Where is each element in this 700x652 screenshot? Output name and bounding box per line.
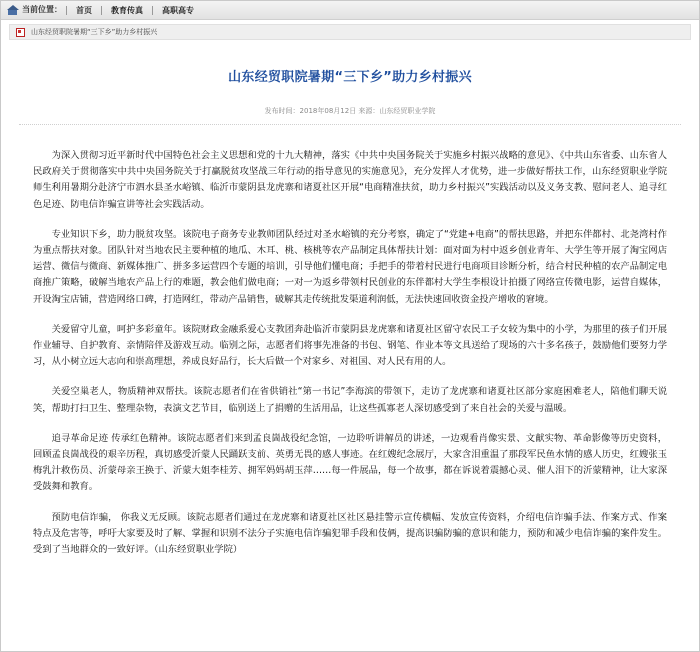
article-paragraph: 专业知识下乡，助力脱贫攻坚。该院电子商务专业教师团队经过对圣水峪镇的充分考察，确定了“党建+电商”的帮扶思路，并把东伴都村、北尧湾村作为重点帮扶对象。团队针对当地农民主要种植的地瓜、木耳、桃、核桃等农产品制定具体帮扶计划：面对面为村中返乡创业青年、大学生等开展了淘宝网店运营、微信与微商、新媒体推广、拼多多运营四个专题的培训，引导他们懂电商；手把手的带着村民进行电商项目诊断分析，结合村民种植的农产品制定电商推广策略，破解当地农产品上行的难题，教会他们做电商；一对一为返乡带领村民创业的东伴都村大学生李根设计拍摄了网络宣传微电影，运营自媒体，开设淘宝店铺，营造网络口碑，打造网红，带动产品销售，破解其走传统批发渠道利润低，无法快速回收资金投产增收的窘境。 <box>33 228 667 305</box>
article-paragraph: 预防电信诈骗， 你我义无反顾。该院志愿者们通过在龙虎寨和诸夏社区社区悬挂警示宣传横幅、发放宣传资料，介绍电信诈骗手法、作案方式、作案特点及危害等，呼吁大家要及时了解、掌握和识别不法分子实施电信诈骗犯罪手段和伎俩，提高识骗防骗的意识和能力，预防和减少电信诈骗的案件发生。受到了当地群众的一致好评。（山东经贸职业学院） <box>33 511 667 556</box>
article-paragraph: 追寻革命足迹 传承红色精神。该院志愿者们来到孟良崮战役纪念馆，一边聆听讲解员的讲述，一边观看肖像实景、文献实物、革命影像等历史资料，回顾孟良崮战役的艰辛历程，真切感受沂蒙人民踊跃支前、英勇无畏的感人事迹。在红嫂纪念展厅，大家含泪重温了那段军民鱼水情的感人历史，红嫂张玉梅乳汁救伤员、沂蒙母亲王换于、沂蒙大姐李桂芳、拥军妈妈胡玉萍……每一件展品，每一个故事，都在诉说着震撼心灵、催人泪下的沂蒙精神，让大家深受鼓舞和教育。 <box>33 432 667 493</box>
article-body <box>1 125 699 558</box>
article-meta: 发布时间：2018年08月12日 来源：山东经贸职业学院 <box>264 107 436 115</box>
breadcrumb-link-education[interactable]: 教育传真 <box>101 6 152 15</box>
subbar-title: 山东经贸职院暑期“三下乡”助力乡村振兴 <box>31 28 158 36</box>
article-title: 山东经贸职院暑期“三下乡”助力乡村振兴 <box>228 70 472 85</box>
article-paragraph: 关爱留守儿童，呵护多彩童年。该院财政金融系爱心支教团奔赴临沂市蒙阴县龙虎寨和诸夏社区留守农民工子女较为集中的小学，为那里的孩子们开展作业辅导、自护教育、亲情陪伴及游戏互动。临别之际，志愿者们将事先准备的书包、钢笔、作业本等文具送给了现场的六十多名孩子，鼓励他们要努力学习，从小树立远大志向和崇高理想，养成良好品行，长大后做一个对家乡、对祖国、对人民有用的人。 <box>33 323 667 368</box>
breadcrumb-link-vocational[interactable]: 高职高专 <box>152 6 203 15</box>
breadcrumb <box>1 1 699 20</box>
article-paragraph: 关爱空巢老人，物质精神双帮扶。该院志愿者们在省供销社“第一书记”李海滨的带领下，走访了龙虎寨和诸夏社区部分家庭困难老人，陪他们聊天说笑，帮助打扫卫生、整理杂物，表演文艺节目，临别送上了捐赠的生活用品，让这些孤寡老人深切感受到了来自社会的关爱与温暖。 <box>33 386 667 414</box>
article-subbar <box>9 24 691 40</box>
home-icon <box>7 5 19 15</box>
document-icon <box>16 28 25 37</box>
article-paragraph: 为深入贯彻习近平新时代中国特色社会主义思想和党的十九大精神，落实《中共中央国务院关于实施乡村振兴战略的意见》、《中共山东省委、山东省人民政府关于贯彻落实中共中央国务院关于打赢脱贫攻坚战三年行动的指导意见的实施意见》，充分发挥人才优势，进一步做好帮扶工作，山东经贸职业学院师生利用暑期分赴济宁市泗水县圣水峪镇、临沂市蒙阴县龙虎寨和诸夏社区开展“电商精准扶贫，助力乡村振兴”实践活动以及义务支教、慰问老人、追寻红色足迹、防电信诈骗宣讲等社会实践活动。 <box>33 150 667 210</box>
breadcrumb-location-label: 当前位置： <box>22 5 62 14</box>
breadcrumb-link-home[interactable]: 首页 <box>66 6 101 15</box>
